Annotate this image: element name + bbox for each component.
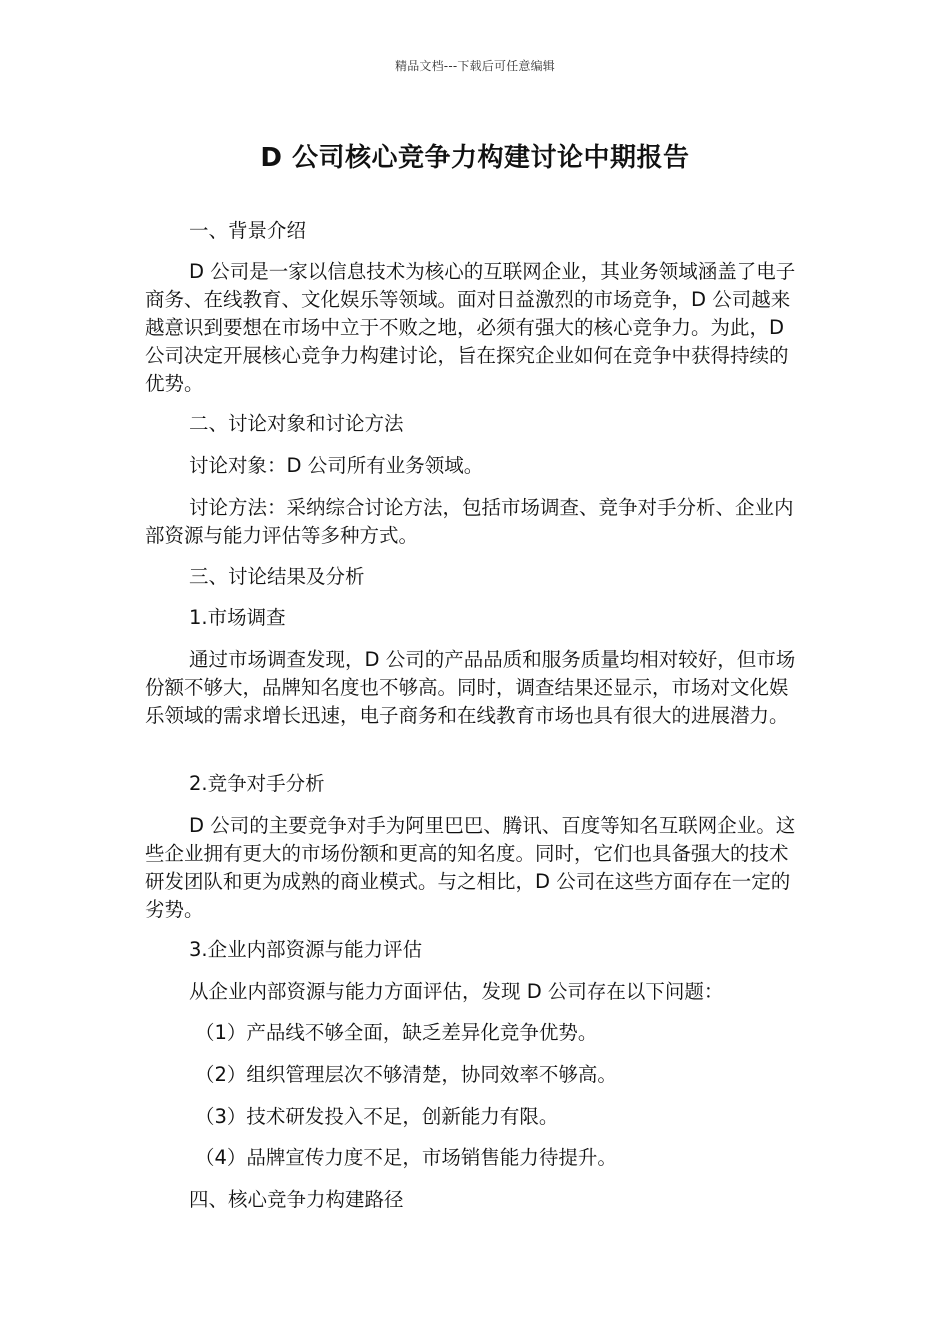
section-heading-background: 一、背景介绍: [189, 219, 307, 242]
paragraph-market-survey: 通过市场调查发现，D 公司的产品品质和服务质量均相对较好，但市场份额不够大，品牌知名度也不够高。同时，调查结果还显示，市场对文化娱乐领域的需求增长迅速，电子商务和在线教育市场也具有很大的进展潜力。: [145, 648, 796, 727]
header-note: 精品文档---下载后可任意编辑: [395, 59, 555, 73]
paragraph-method: 讨论方法：采纳综合讨论方法，包括市场调查、竞争对手分析、企业内部资源与能力评估等多种方式。: [145, 496, 794, 547]
list-item: （4）品牌宣传力度不足，市场销售能力待提升。: [195, 1146, 617, 1169]
section-heading-results: 三、讨论结果及分析: [189, 565, 365, 588]
subheading-internal-assessment: 3.企业内部资源与能力评估: [189, 938, 423, 961]
paragraph-background: D 公司是一家以信息技术为核心的互联网企业，其业务领域涵盖了电子商务、在线教育、文化娱乐等领域。面对日益激烈的市场竞争，D 公司越来越意识到要想在市场中立于不败之地，必须有强大的核心竞争力。为此，D 公司决定开展核心竞争力构建讨论，旨在探究企业如何在竞争中获得持续的优势。: [145, 260, 796, 395]
paragraph-internal-assessment: 从企业内部资源与能力方面评估，发现 D 公司存在以下问题：: [189, 980, 724, 1003]
section-heading-core-path: 四、核心竞争力构建路径: [189, 1188, 404, 1211]
subheading-market-survey: 1.市场调查: [189, 606, 286, 629]
list-item: （3）技术研发投入不足，创新能力有限。: [195, 1105, 559, 1128]
paragraph-subject: 讨论对象：D 公司所有业务领域。: [189, 454, 484, 477]
subheading-competitor-analysis: 2.竞争对手分析: [189, 772, 325, 795]
list-item: （1）产品线不够全面，缺乏差异化竞争优势。: [195, 1021, 598, 1044]
document-title: D 公司核心竞争力构建讨论中期报告: [260, 143, 690, 173]
list-item: （2）组织管理层次不够清楚，协同效率不够高。: [195, 1063, 617, 1086]
paragraph-competitor-analysis: D 公司的主要竞争对手为阿里巴巴、腾讯、百度等知名互联网企业。这些企业拥有更大的市场份额和更高的知名度。同时，它们也具备强大的技术研发团队和更为成熟的商业模式。与之相比，D 公司在这些方面存在一定的劣势。: [145, 814, 796, 921]
section-heading-subject-method: 二、讨论对象和讨论方法: [189, 412, 404, 435]
